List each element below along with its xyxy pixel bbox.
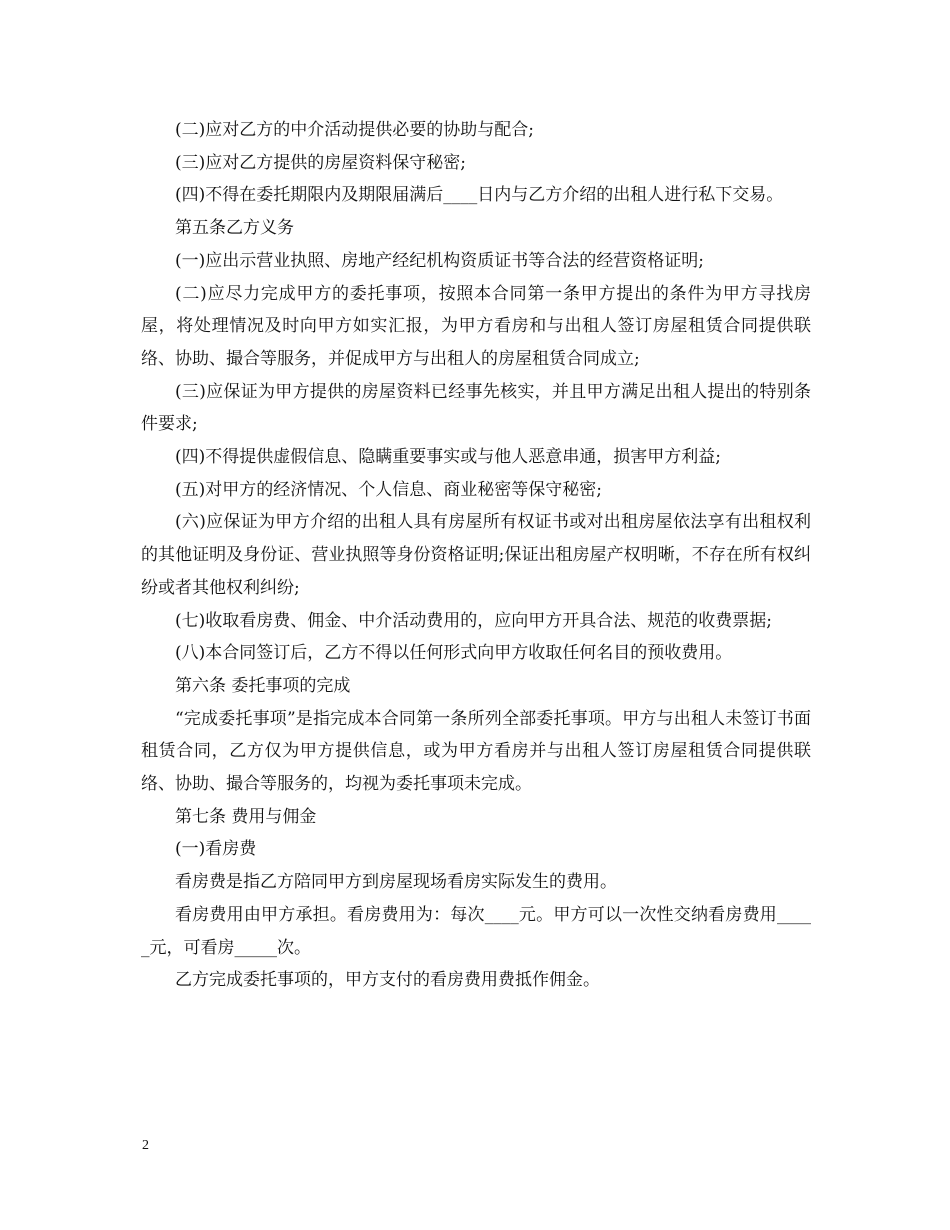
paragraph: (四)不得在委托期限内及期限届满后____日内与乙方介绍的出租人进行私下交易。 [175,185,784,206]
paragraph: (二)应尽力完成甲方的委托事项，按照本合同第一条甲方提出的条件为甲方寻找房屋，将处理情况及时向甲方如实汇报，为甲方看房和与出租人签订房屋租赁合同提供联络、协助、撮合等服务，并促成甲方与出租人的房屋租赁合同成立; [141,283,811,369]
paragraph: (五)对甲方的经济情况、个人信息、商业秘密等保守秘密; [175,479,602,500]
paragraph: 乙方完成委托事项的，甲方支付的看房费用费抵作佣金。 [175,970,600,991]
paragraph: (八)本合同签订后，乙方不得以任何形式向甲方收取任何名目的预收费用。 [175,643,733,664]
paragraph: (四)不得提供虚假信息、隐瞒重要事实或与他人恶意串通，损害甲方利益; [175,447,721,468]
page-number: 2 [142,1138,149,1153]
paragraph: (六)应保证为甲方介绍的出租人具有房屋所有权证书或对出租房屋依法享有出租权利的其他证明及身份证、营业执照等身份资格证明;保证出租房屋产权明晰，不存在所有权纠纷或者其他权利纠纷; [141,512,811,598]
section-heading: 第六条 委托事项的完成 [175,675,351,696]
paragraph: “完成委托事项”是指完成本合同第一条所列全部委托事项。甲方与出租人未签订书面租赁合同，乙方仅为甲方提供信息，或为甲方看房并与出租人签订房屋租赁合同提供联络、协助、撮合等服务的，均视为委托事项未完成。 [141,708,811,795]
paragraph: (七)收取看房费、佣金、中介活动费用的，应向甲方开具合法、规范的收费票据; [175,610,772,631]
section-heading: 第七条 费用与佣金 [175,806,317,827]
paragraph: (三)应保证为甲方提供的房屋资料已经事先核实，并且甲方满足出租人提出的特别条件要求; [141,381,811,435]
paragraph: (一)看房费 [175,839,257,860]
paragraph: (二)应对乙方的中介活动提供必要的协助与配合; [175,120,534,140]
paragraph: 看房费用由甲方承担。看房费用为：每次____元。甲方可以一次性交纳看房费用_____元，可看房_____次。 [141,904,811,958]
paragraph: (三)应对乙方提供的房屋资料保守秘密; [175,152,466,173]
section-heading: 第五条乙方义务 [175,218,294,239]
paragraph: 看房费是指乙方陪同甲方到房屋现场看房实际发生的费用。 [175,872,617,893]
document-body [141,114,811,997]
paragraph: (一)应出示营业执照、房地产经纪机构资质证书等合法的经营资格证明; [175,250,704,271]
